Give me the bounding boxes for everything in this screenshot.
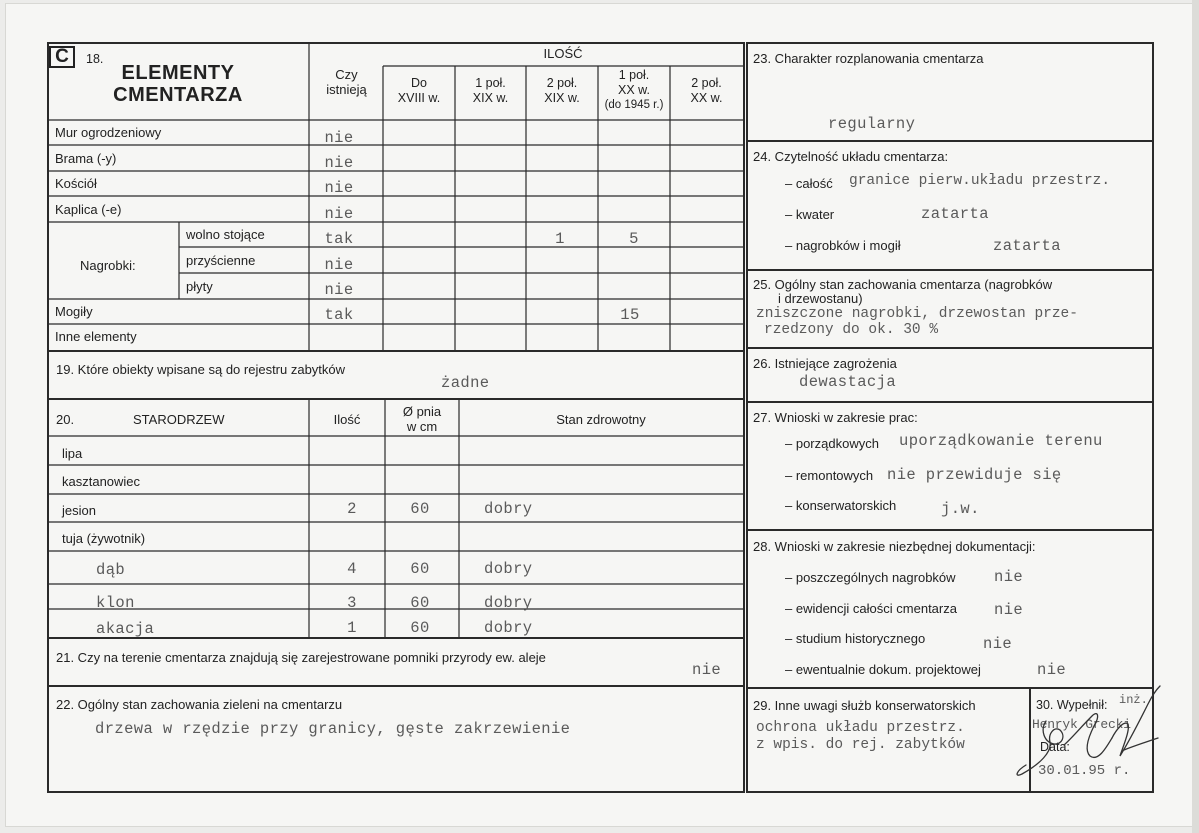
row-label-mur: Mur ogrodzeniowy (55, 125, 162, 140)
exists-value-kosciol: nie (324, 179, 354, 197)
tree-qty: 4 (347, 560, 357, 578)
section-27-kons-label: – konserwatorskich (785, 498, 897, 513)
tree-health: dobry (484, 619, 533, 637)
period-header-line1: 2 poł. (691, 76, 722, 90)
qty-wolno-p4: 5 (629, 230, 639, 248)
tree-name: klon (96, 594, 135, 612)
col-exists-header-line2: istnieją (326, 82, 367, 97)
exists-value-brama: nie (324, 154, 354, 172)
section-30-name-typed: Henryk Grecki (1032, 717, 1131, 732)
section-30-title-typed: inż. (1119, 693, 1148, 707)
period-header-line2: XIX w. (472, 91, 509, 105)
tree-diameter: 60 (410, 619, 430, 637)
section-27-porz-value: uporządkowanie terenu (899, 432, 1103, 450)
period-header-line1: 1 poł. (618, 68, 650, 82)
period-header-line3: (do 1945 r.) (604, 99, 664, 111)
exists-value-mur: nie (324, 129, 354, 147)
period-header-line1: 1 poł. (475, 76, 506, 90)
tree-name: lipa (62, 446, 83, 461)
section-30-date-label: Data: (1040, 740, 1070, 754)
section-20-title: STARODRZEW (133, 412, 225, 427)
section-28-item-label: – ewentualnie dokum. projektowej (785, 662, 981, 677)
section-29-value-line2: z wpis. do rej. zabytków (756, 737, 965, 753)
section-18-title-line2: CMENTARZA (113, 84, 243, 106)
exists-value-plyty: nie (324, 281, 354, 299)
exists-value-przyscienne: nie (324, 256, 354, 274)
section-27-kons-value: j.w. (941, 500, 980, 518)
tree-qty: 3 (347, 594, 357, 612)
section-18-title-line1: ELEMENTY (121, 62, 235, 84)
period-header-line2: XIX w. (544, 91, 580, 105)
section-25-value-line1: zniszczone nagrobki, drzewostan prze- (756, 306, 1078, 322)
period-header-line1: Do (411, 76, 427, 90)
col-tree-qty-header: Ilość (333, 412, 361, 427)
col-exists-header-line1: Czy (335, 67, 358, 82)
section-29-label: 29. Inne uwagi służb konserwatorskich (753, 698, 976, 713)
tree-diameter: 60 (410, 594, 430, 612)
section-28-item-value: nie (983, 635, 1013, 653)
section-25-value-line2: rzedzony do ok. 30 % (764, 322, 939, 338)
tree-name: tuja (żywotnik) (62, 531, 146, 546)
exists-value-kaplica: nie (324, 205, 354, 223)
section-28-item-value: nie (994, 601, 1024, 619)
qty-wolno-p3: 1 (555, 230, 565, 248)
section-25-label-line2: i drzewostanu) (778, 291, 863, 306)
section-22-label: 22. Ogólny stan zachowania zieleni na cmentarzu (56, 697, 343, 712)
period-header-line1: 2 poł. (546, 76, 578, 90)
period-header-line2: XX w. (690, 91, 723, 105)
section-28-item-label: – ewidencji całości cmentarza (785, 601, 957, 616)
row-label-przyscienne: przyścienne (186, 253, 256, 268)
section-25-label-line1: 25. Ogólny stan zachowania cmentarza (nagrobków (753, 277, 1053, 292)
tree-diameter: 60 (410, 500, 430, 518)
section-28-item-label: – studium historycznego (785, 631, 926, 646)
section-30-label: 30. Wypełnił: (1036, 698, 1108, 712)
period-header-line2: XVIII w. (397, 91, 441, 105)
section-24-kwater-label: – kwater (785, 207, 835, 222)
tree-health: dobry (484, 560, 533, 578)
tree-health: dobry (484, 594, 533, 612)
section-21-value: nie (692, 661, 722, 679)
section-28-item-label: – poszczególnych nagrobków (785, 570, 956, 585)
section-27-rem-value: nie przewiduje się (887, 466, 1062, 484)
tree-name: akacja (96, 620, 155, 638)
tree-qty: 1 (347, 619, 357, 637)
exists-value-wolno: tak (324, 230, 354, 248)
tree-name: dąb (96, 561, 126, 579)
section-23-label: 23. Charakter rozplanowania cmentarza (753, 51, 984, 66)
row-label-wolno: wolno stojące (186, 227, 265, 242)
section-23-value: regularny (828, 115, 916, 133)
section-24-calosc-value: granice pierw.układu przestrz. (849, 173, 1111, 189)
col-qty-header: ILOŚĆ (543, 46, 583, 61)
tree-qty: 2 (347, 500, 357, 518)
section-28-item-value: nie (1037, 661, 1067, 679)
col-diameter-header-line2: w cm (406, 419, 438, 434)
row-label-kosciol: Kościół (55, 176, 97, 191)
row-label-nagrobki: Nagrobki: (80, 258, 136, 273)
section-24-calosc-label: – całość (785, 176, 833, 191)
col-diameter-header-line1: Ø pnia (402, 404, 442, 419)
row-label-kaplica: Kaplica (-e) (55, 202, 122, 217)
tree-health: dobry (484, 500, 533, 518)
tree-name: jesion (62, 503, 96, 518)
section-24-label: 24. Czytelność układu cmentarza: (753, 149, 949, 164)
section-26-label: 26. Istniejące zagrożenia (753, 356, 897, 371)
row-label-inne: Inne elementy (55, 329, 137, 344)
section-27-label: 27. Wnioski w zakresie prac: (753, 410, 918, 425)
section-20-number: 20. (56, 412, 75, 427)
section-27-porz-label: – porządkowych (785, 436, 879, 451)
qty-mogily-p4: 15 (620, 306, 640, 324)
section-24-nagrobkow-label: – nagrobków i mogił (785, 238, 901, 253)
section-24-nagrobkow-value: zatarta (993, 237, 1061, 255)
row-label-plyty: płyty (186, 279, 213, 294)
exists-value-mogily: tak (324, 306, 354, 324)
tree-diameter: 60 (410, 560, 430, 578)
section-27-rem-label: – remontowych (785, 468, 874, 483)
section-18-number: 18. (86, 52, 104, 66)
section-28-label: 28. Wnioski w zakresie niezbędnej dokumentacji: (753, 539, 1036, 554)
section-19-label: 19. Które obiekty wpisane są do rejestru zabytków (56, 362, 346, 377)
section-29-value-line1: ochrona układu przestrz. (756, 720, 965, 736)
section-letter-badge: C (49, 46, 75, 68)
row-label-brama: Brama (-y) (55, 151, 117, 166)
section-26-value: dewastacja (799, 373, 897, 391)
tree-name: kasztanowiec (62, 474, 141, 489)
row-label-mogily: Mogiły (55, 304, 93, 319)
period-header-line2: XX w. (618, 83, 650, 97)
section-21-label: 21. Czy na terenie cmentarza znajdują się zarejestrowane pomniki przyrody ew. aleje (56, 650, 546, 665)
section-24-kwater-value: zatarta (921, 205, 989, 223)
col-health-header: Stan zdrowotny (556, 412, 646, 427)
section-28-item-value: nie (994, 568, 1024, 586)
section-30-date-value: 30.01.95 r. (1038, 763, 1131, 779)
section-22-value: drzewa w rzędzie przy granicy, gęste zakrzewienie (95, 720, 571, 738)
section-19-value: żadne (441, 374, 490, 392)
